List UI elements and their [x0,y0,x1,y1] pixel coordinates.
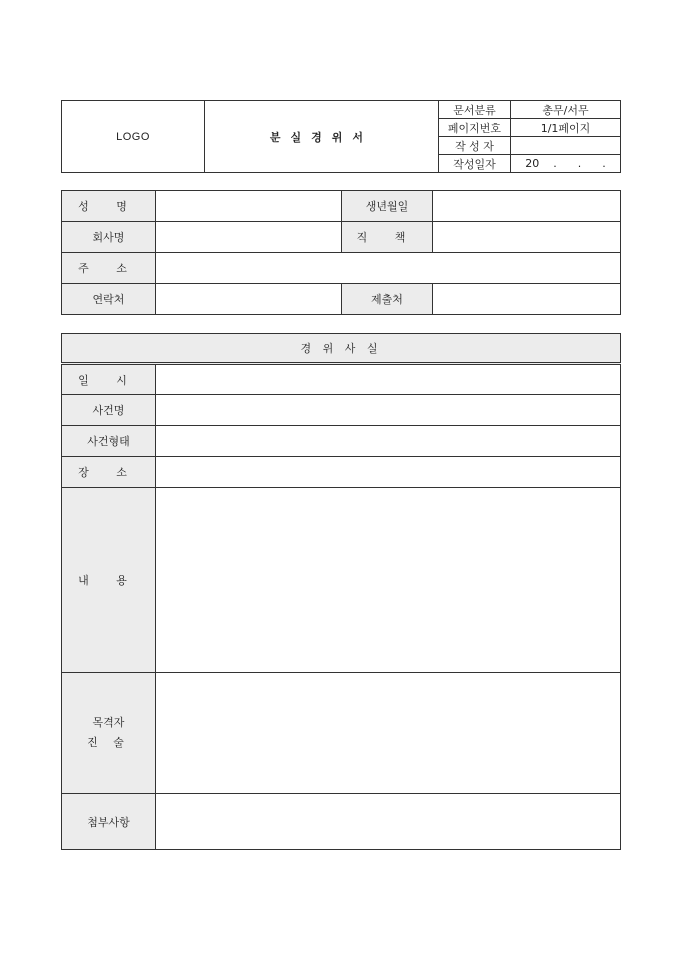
contact-field[interactable] [156,284,342,315]
case-name-field[interactable] [156,395,621,426]
case-type-label: 사건형태 [62,426,156,457]
content-field[interactable] [156,488,621,673]
datetime-field[interactable] [156,364,621,395]
content-label: 내 용 [62,488,156,673]
attachment-field[interactable] [156,794,621,850]
meta-value[interactable] [511,137,621,155]
section-title: 경 위 사 실 [62,334,621,364]
witness-label-line2: 진 술 [87,736,130,749]
witness-label-line1: 목격자 [92,716,125,729]
logo: LOGO [62,101,205,173]
submit-field[interactable] [433,284,621,315]
meta-value[interactable]: 20 . . . [511,155,621,173]
meta-label: 작성일자 [439,155,511,173]
meta-value[interactable]: 1/1페이지 [511,119,621,137]
meta-value[interactable]: 총무/서무 [511,101,621,119]
contact-label: 연락처 [62,284,156,315]
address-label: 주 소 [62,253,156,284]
attachment-label: 첨부사항 [62,794,156,850]
case-name-label: 사건명 [62,395,156,426]
address-field[interactable] [156,253,621,284]
company-field[interactable] [156,222,342,253]
meta-label: 작 성 자 [439,137,511,155]
birth-label: 생년월일 [342,191,433,222]
meta-label: 페이지번호 [439,119,511,137]
place-field[interactable] [156,457,621,488]
witness-label [62,673,156,794]
position-field[interactable] [433,222,621,253]
birth-field[interactable] [433,191,621,222]
details-table [61,333,621,850]
submit-label: 제출처 [342,284,433,315]
company-label: 회사명 [62,222,156,253]
name-label: 성 명 [62,191,156,222]
position-label: 직 책 [342,222,433,253]
document-title: 분실경위서 [205,101,439,173]
case-type-field[interactable] [156,426,621,457]
name-field[interactable] [156,191,342,222]
datetime-label: 일 시 [62,364,156,395]
info-table [61,190,621,315]
place-label: 장 소 [62,457,156,488]
meta-label: 문서분류 [439,101,511,119]
header-table [61,100,621,173]
witness-field[interactable] [156,673,621,794]
